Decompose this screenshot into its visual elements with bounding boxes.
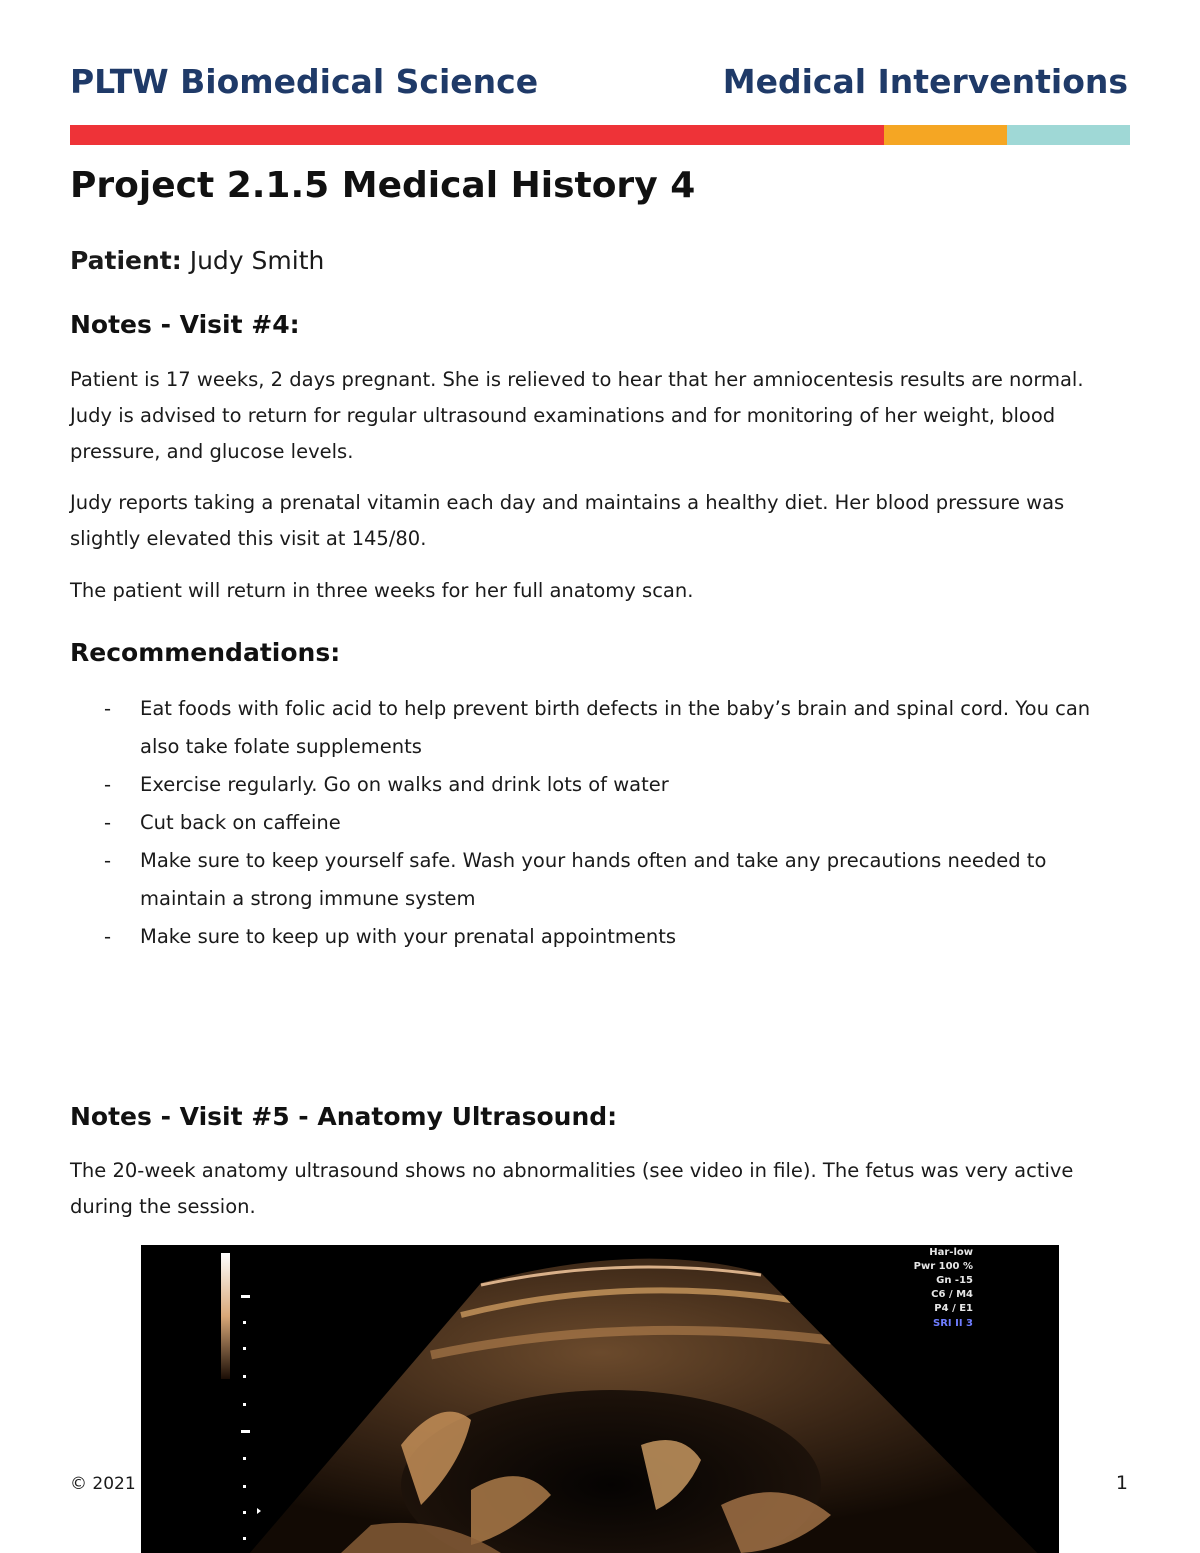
page-number: 1: [1115, 1472, 1128, 1494]
setting-text: P4 / E1: [934, 1303, 973, 1314]
bullet-dash: -: [104, 849, 112, 872]
recommendations-heading: Recommendations:: [70, 638, 341, 667]
setting-text: Gn -15: [936, 1275, 973, 1286]
color-bar-teal-segment: [1007, 125, 1130, 145]
list-item: [70, 766, 1130, 804]
list-item: [70, 842, 1130, 918]
visit4-paragraph: Patient is 17 weeks, 2 days pregnant. She is relieved to hear that her amniocentesis results are normal. Judy is advised to return for regular ultrasound examinations and for monitoring of her weight, blood pressure, and glucose levels.: [70, 368, 1084, 463]
list-item-text: Make sure to keep up with your prenatal appointments: [140, 925, 677, 948]
setting-text-highlight: SRI II 3: [933, 1318, 973, 1329]
list-item-text: Make sure to keep yourself safe. Wash your hands often and take any precautions needed to maintain a strong immune system: [140, 849, 1047, 910]
footer-copyright: © 2021: [70, 1474, 136, 1494]
focus-marker: [257, 1508, 261, 1514]
course-title: PLTW Biomedical Science: [70, 62, 539, 101]
visit4-heading: Notes - Visit #4:: [70, 310, 300, 339]
document-title: Project 2.1.5 Medical History 4: [70, 165, 696, 206]
setting-text: Pwr 100 %: [913, 1261, 973, 1272]
patient-name: Judy Smith: [189, 246, 325, 275]
visit5-paragraph: The 20-week anatomy ultrasound shows no abnormalities (see video in file). The fetus was very active during the session.: [70, 1159, 1074, 1218]
list-item-text: Cut back on caffeine: [140, 811, 341, 834]
ultrasound-settings: [914, 1247, 973, 1329]
recommendations-list: [70, 690, 1130, 956]
visit5-heading: Notes - Visit #5 - Anatomy Ultrasound:: [70, 1102, 618, 1131]
bullet-dash: -: [104, 697, 112, 720]
bullet-dash: -: [104, 773, 112, 796]
patient-label: Patient:: [70, 246, 182, 275]
list-item: [70, 918, 1130, 956]
ultrasound-image: [141, 1245, 1059, 1553]
visit4-paragraph: The patient will return in three weeks for her full anatomy scan.: [70, 579, 694, 602]
ultrasound-graphic: [141, 1245, 1059, 1553]
list-item: [70, 804, 1130, 842]
header-color-bar: [70, 125, 1130, 145]
gray-scale-bar: [221, 1253, 230, 1379]
bullet-dash: -: [104, 925, 112, 948]
visit4-paragraph: Judy reports taking a prenatal vitamin each day and maintains a healthy diet. Her blood pressure was slightly elevated this visit at 145/80.: [70, 491, 1065, 550]
list-item-text: Exercise regularly. Go on walks and drink lots of water: [140, 773, 669, 796]
ultrasound-sector: [141, 1245, 1059, 1553]
setting-text: C6 / M4: [931, 1289, 973, 1300]
setting-text: Har-low: [929, 1247, 973, 1258]
course-subject: Medical Interventions: [722, 62, 1128, 101]
color-bar-orange-segment: [884, 125, 1007, 145]
color-bar-red-segment: [70, 125, 884, 145]
list-item-text: Eat foods with folic acid to help prevent birth defects in the baby’s brain and spinal cord. You can also take folate supplements: [140, 697, 1091, 758]
patient-line: [70, 246, 324, 275]
depth-markers: [241, 1295, 250, 1540]
list-item: [70, 690, 1130, 766]
bullet-dash: -: [104, 811, 112, 834]
